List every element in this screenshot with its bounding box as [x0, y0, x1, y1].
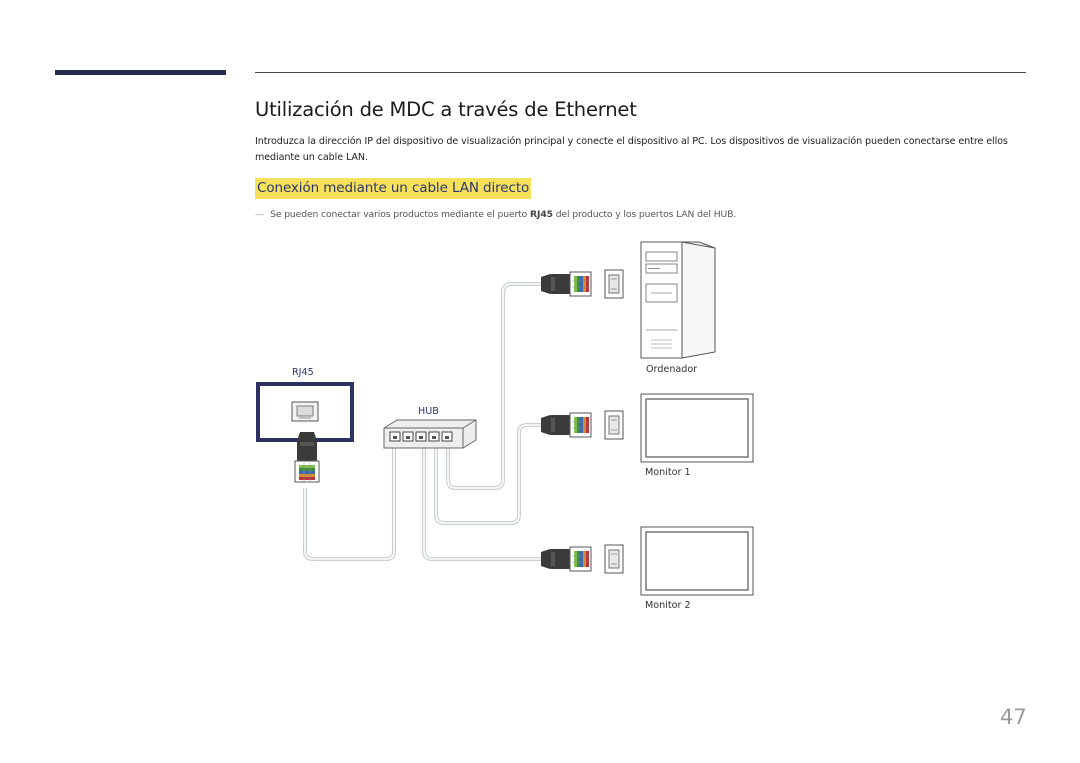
- pc-lan-port: [605, 270, 623, 298]
- note-suffix: del producto y los puertos LAN del HUB.: [552, 209, 737, 220]
- note-bold-port: RJ45: [530, 209, 553, 220]
- section-subtitle: Conexión mediante un cable LAN directo: [255, 178, 531, 199]
- hub-label: HUB: [418, 406, 439, 417]
- product-rj45-plug: [295, 432, 319, 482]
- monitor1-label: Monitor 1: [645, 467, 691, 478]
- page-title: Utilización de MDC a través de Ethernet: [255, 98, 637, 121]
- monitor1-lan-port: [605, 411, 623, 439]
- cable-pc-to-hub: [448, 284, 541, 488]
- note-dash-icon: —: [255, 209, 265, 220]
- monitor1-display: [641, 394, 753, 462]
- pc-label: Ordenador: [646, 364, 698, 375]
- monitor2-label: Monitor 2: [645, 600, 691, 611]
- pc-rj45-plug: [541, 272, 591, 296]
- monitor1-rj45-plug: [541, 413, 591, 437]
- monitor2-display: [641, 527, 753, 595]
- monitor2-rj45-plug: [541, 547, 591, 571]
- hub-device: [384, 420, 476, 448]
- cable-monitor2-to-hub: [424, 447, 541, 559]
- product-rj45-panel: [258, 384, 352, 440]
- monitor2-lan-port: [605, 545, 623, 573]
- pc-tower: [641, 242, 715, 358]
- page-number: 47: [1000, 705, 1027, 729]
- note-prefix: Se pueden conectar varios productos mediante el puerto: [270, 209, 531, 220]
- intro-paragraph: Introduzca la dirección IP del dispositivo de visualización principal y conecte el dispositivo al PC. Los dispositivos de visualización pueden conectarse entre ellos mediante un cable LAN.: [255, 136, 1008, 163]
- rj45-label: RJ45: [292, 367, 314, 378]
